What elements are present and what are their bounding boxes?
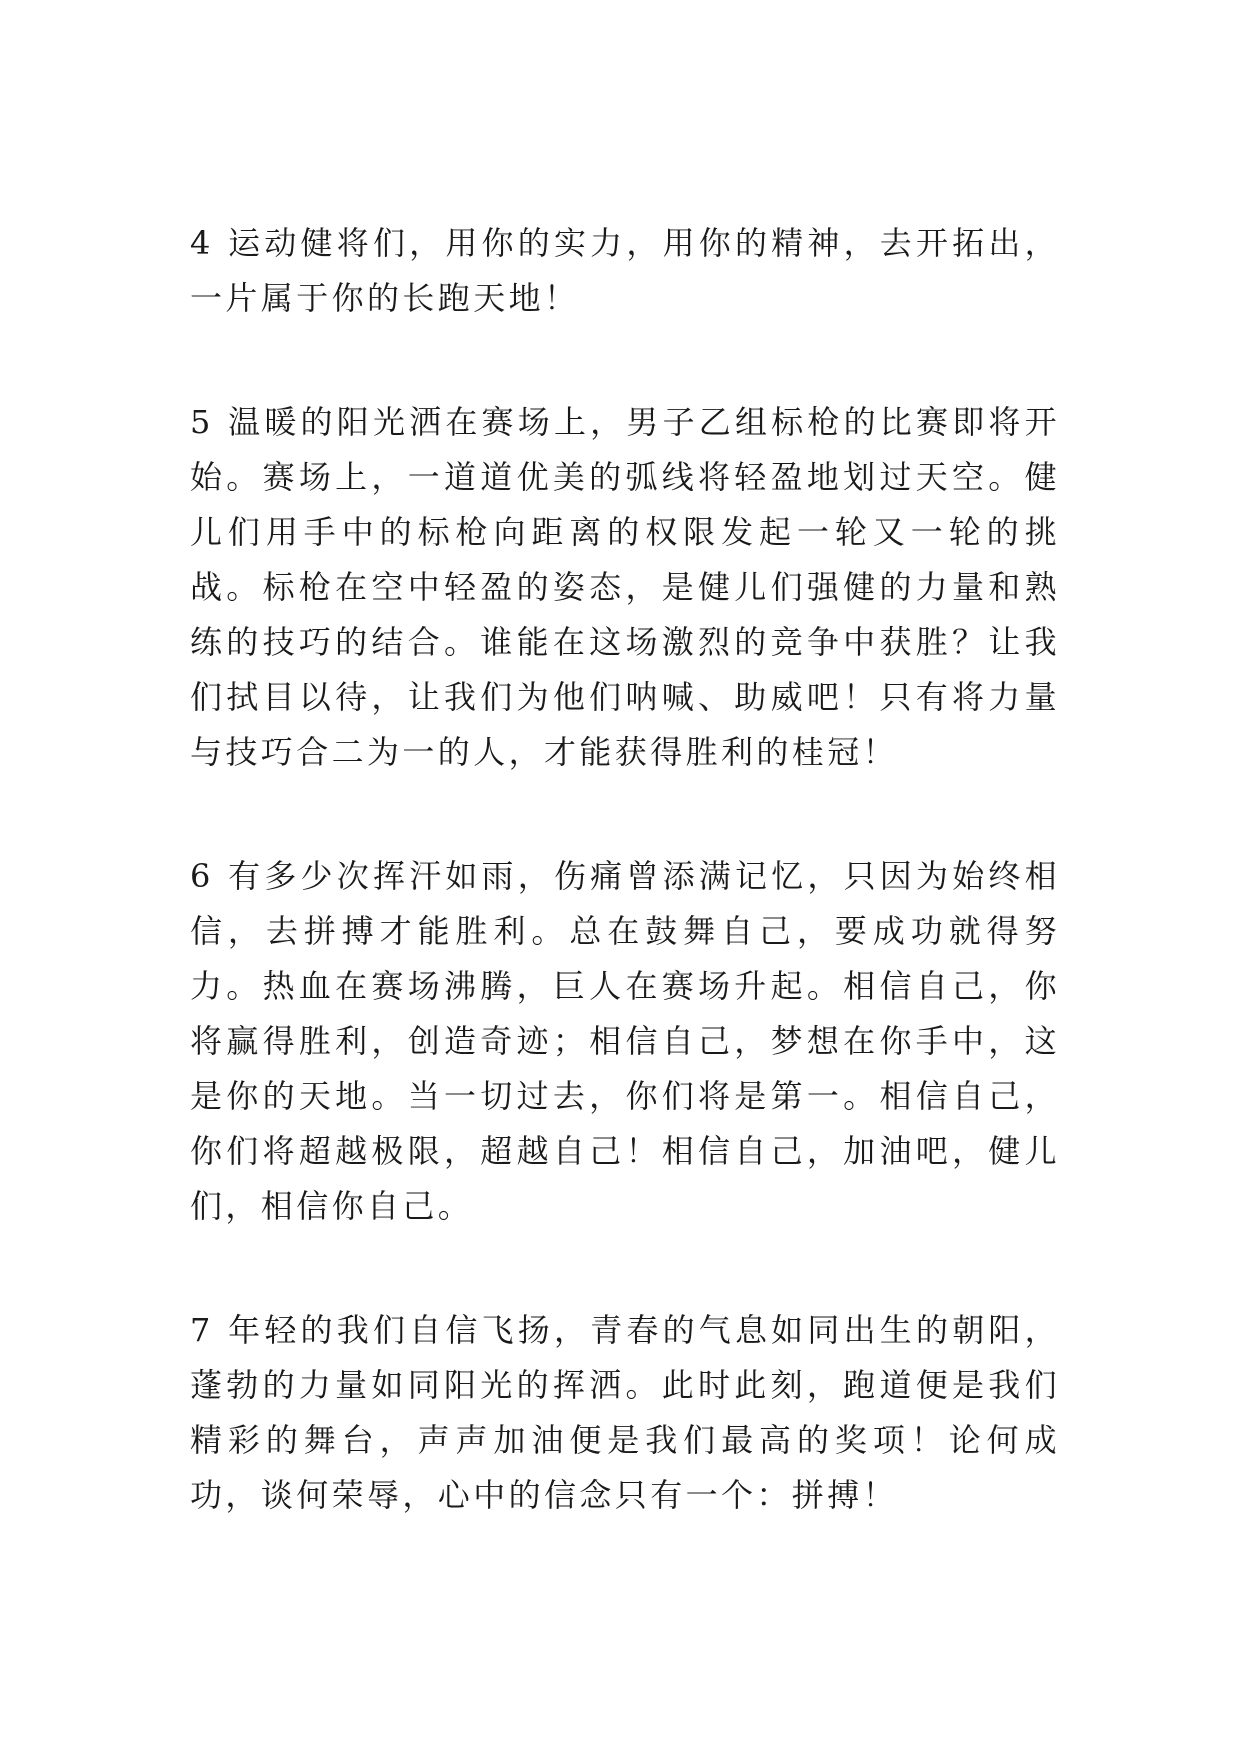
document-body: [190, 216, 1060, 1523]
paragraph-spacer: [190, 780, 1060, 849]
paragraph-5: [190, 395, 1060, 780]
paragraph-text: 有多少次挥汗如雨，伤痛曾添满记忆，只因为始终相信，去拼搏才能胜利。总在鼓舞自己，要成功就得努力。热血在赛场沸腾，巨人在赛场升起。相信自己，你将赢得胜利，创造奇迹；相信自己，梦想在你手中，这是你的天地。当一切过去，你们将是第一。相信自己，你们将超越极限，超越自己！相信自己，加油吧，健儿们，相信你自己。: [190, 857, 1060, 1225]
paragraph-number: 5: [190, 403, 214, 441]
paragraph-text: 年轻的我们自信飞扬，青春的气息如同出生的朝阳，蓬勃的力量如同阳光的挥洒。此时此刻，跑道便是我们精彩的舞台，声声加油便是我们最高的奖项！论何成功，谈何荣辱，心中的信念只有一个：拼搏！: [190, 1311, 1060, 1514]
paragraph-7: [190, 1303, 1060, 1523]
paragraph-4: [190, 216, 1060, 326]
paragraph-number: 6: [190, 857, 214, 895]
paragraph-text: 温暖的阳光洒在赛场上，男子乙组标枪的比赛即将开始。赛场上，一道道优美的弧线将轻盈地划过天空。健儿们用手中的标枪向距离的权限发起一轮又一轮的挑战。标枪在空中轻盈的姿态，是健儿们强健的力量和熟练的技巧的结合。谁能在这场激烈的竞争中获胜？让我们拭目以待，让我们为他们呐喊、助威吧！只有将力量与技巧合二为一的人，才能获得胜利的桂冠！: [190, 403, 1060, 771]
paragraph-text: 运动健将们，用你的实力，用你的精神，去开拓出，一片属于你的长跑天地！: [190, 224, 1060, 317]
paragraph-number: 4: [190, 224, 214, 262]
paragraph-6: [190, 849, 1060, 1234]
paragraph-spacer: [190, 1234, 1060, 1303]
paragraph-spacer: [190, 326, 1060, 395]
paragraph-number: 7: [190, 1311, 214, 1349]
